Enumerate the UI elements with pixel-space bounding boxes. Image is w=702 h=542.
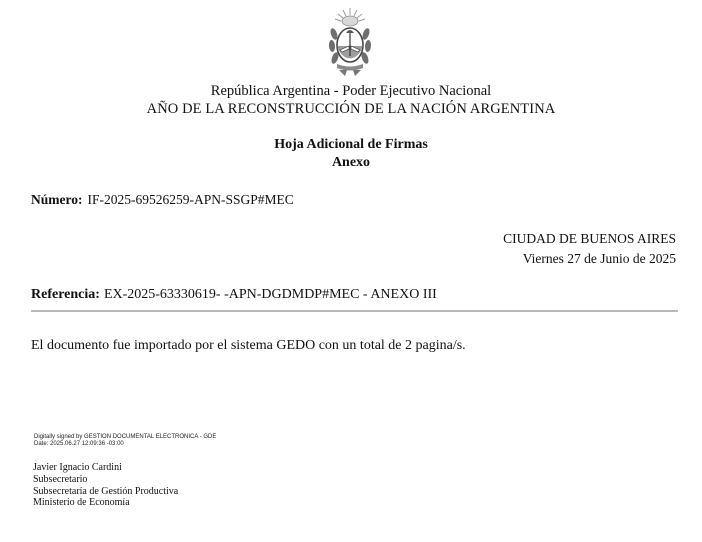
document-number-value: IF-2025-69526259-APN-SSGP#MEC [87, 192, 294, 207]
document-place: CIUDAD DE BUENOS AIRES [503, 231, 676, 246]
document-body-text: El documento fue importado por el sistema GEDO con un total de 2 pagina/s. [31, 338, 466, 353]
document-date: Viernes 27 de Junio de 2025 [522, 251, 676, 266]
signer-department: Subsecretaría de Gestión Productiva [33, 486, 179, 497]
signer-ministry: Ministerio de Economía [33, 497, 130, 508]
argentina-coat-of-arms-icon [325, 6, 375, 80]
document-subtitle: Anexo [331, 155, 371, 170]
header-government-line: República Argentina - Poder Ejecutivo Nacional [210, 83, 492, 99]
document-reference [31, 287, 437, 303]
document-title: Hoja Adicional de Firmas [274, 137, 428, 152]
signer-role: Subsecretario [33, 474, 88, 485]
document-number [31, 192, 294, 208]
document-reference-value: EX-2025-63330619- -APN-DGDMDP#MEC - ANEXO III [103, 287, 437, 302]
divider [31, 310, 678, 312]
digital-signature-line: Digitally signed by GESTION DOCUMENTAL ELECTRONICA - GDE [34, 434, 217, 440]
digital-signature-date: Date: 2025.06.27 12:09:36 -03:00 [34, 441, 124, 447]
document-reference-label: Referencia: [31, 287, 100, 302]
document-number-label: Número: [31, 192, 83, 207]
header-year-motto: AÑO DE LA RECONSTRUCCIÓN DE LA NACIÓN ARGENTINA [146, 101, 556, 117]
signer-name: Javier Ignacio Cardini [33, 462, 122, 473]
